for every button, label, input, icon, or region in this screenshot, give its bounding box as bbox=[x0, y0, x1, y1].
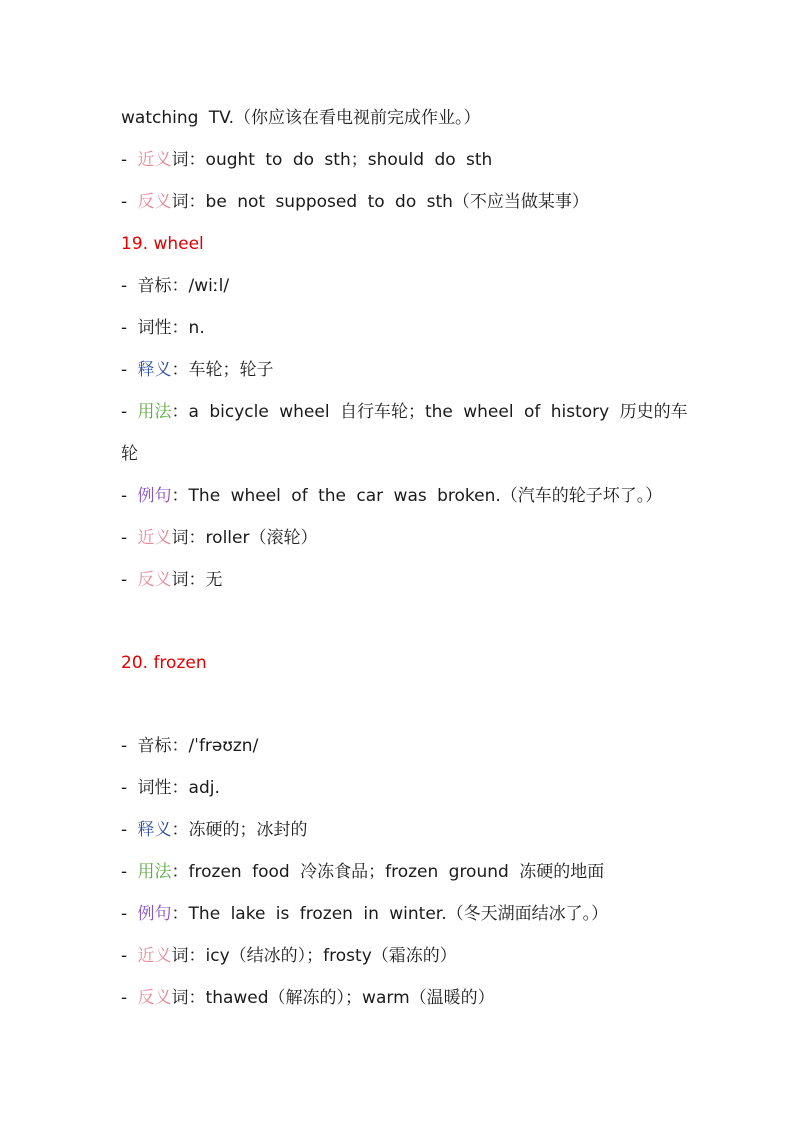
entry-20-antonym bbox=[121, 986, 495, 1010]
example-label-rest: ： bbox=[171, 486, 189, 506]
example-label-rest: ： bbox=[171, 904, 189, 924]
pos-label: 词性： bbox=[137, 778, 189, 798]
example-label: 例句 bbox=[137, 904, 172, 924]
usage-value: frozen food 冷冻食品；frozen ground 冻硬的地面 bbox=[188, 862, 605, 882]
bullet: - bbox=[121, 318, 138, 338]
usage-label: 用法 bbox=[137, 402, 172, 422]
entry-19-phonetic bbox=[121, 274, 229, 298]
entry-20-synonym bbox=[121, 944, 457, 968]
synonym-label-rest: 词： bbox=[171, 150, 206, 170]
antonym-value: thawed（解冻的）；warm（温暖的） bbox=[205, 988, 495, 1008]
antonym-value: be not supposed to do sth（不应当做某事） bbox=[205, 192, 589, 212]
bullet: - bbox=[121, 276, 138, 296]
entry-19-pos bbox=[121, 316, 205, 340]
meaning-value: 车轮；轮子 bbox=[188, 360, 274, 380]
entry-19-meaning bbox=[121, 358, 274, 382]
example-value: The lake is frozen in winter.（冬天湖面结冰了。） bbox=[188, 904, 609, 924]
bullet: - bbox=[121, 570, 138, 590]
intro-line: watching TV.（你应该在看电视前完成作业。） bbox=[121, 108, 481, 128]
entry-20-pos bbox=[121, 776, 220, 800]
pos-label: 词性： bbox=[137, 318, 189, 338]
bullet: - bbox=[121, 486, 138, 506]
entry-19-synonym bbox=[121, 526, 317, 550]
bullet: - bbox=[121, 778, 138, 798]
prev-synonym-line bbox=[121, 148, 492, 172]
synonym-value: ought to do sth；should do sth bbox=[205, 150, 493, 170]
bullet: - bbox=[121, 862, 138, 882]
meaning-label: 释义 bbox=[137, 360, 172, 380]
synonym-value: icy（结冰的）；frosty（霜冻的） bbox=[205, 946, 457, 966]
entry-19-example bbox=[121, 484, 662, 508]
synonym-label-rest: 词： bbox=[171, 946, 206, 966]
bullet: - bbox=[121, 820, 138, 840]
pos-value: n. bbox=[188, 318, 205, 338]
bullet: - bbox=[121, 946, 138, 966]
bullet: - bbox=[121, 988, 138, 1008]
entry-20-example bbox=[121, 902, 608, 926]
entry-20-usage bbox=[121, 860, 604, 884]
pos-value: adj. bbox=[188, 778, 220, 798]
bullet: - bbox=[121, 192, 138, 212]
synonym-value: roller（滚轮） bbox=[205, 528, 318, 548]
phonetic-value: /ˈfrəʊzn/ bbox=[188, 736, 259, 756]
synonym-label: 近义 bbox=[137, 946, 172, 966]
antonym-label-rest: 词： bbox=[171, 570, 206, 590]
usage-value: a bicycle wheel 自行车轮；the wheel of history 历史的车 bbox=[188, 402, 688, 422]
entry-19-usage bbox=[121, 400, 688, 424]
usage-label: 用法 bbox=[137, 862, 172, 882]
example-label: 例句 bbox=[137, 486, 172, 506]
synonym-label-rest: 词： bbox=[171, 528, 206, 548]
phonetic-label: 音标： bbox=[137, 736, 189, 756]
synonym-label: 近义 bbox=[137, 528, 172, 548]
antonym-label-rest: 词： bbox=[171, 988, 206, 1008]
prev-antonym-line bbox=[121, 190, 589, 214]
bullet: - bbox=[121, 150, 138, 170]
meaning-label-rest: ： bbox=[171, 360, 189, 380]
entry-19-antonym bbox=[121, 568, 223, 592]
entry-20-heading: 20. frozen bbox=[121, 653, 207, 673]
bullet: - bbox=[121, 360, 138, 380]
bullet: - bbox=[121, 904, 138, 924]
meaning-label: 释义 bbox=[137, 820, 172, 840]
antonym-label: 反义 bbox=[137, 570, 172, 590]
bullet: - bbox=[121, 736, 138, 756]
usage-label-rest: ： bbox=[171, 862, 189, 882]
usage-label-rest: ： bbox=[171, 402, 189, 422]
bullet: - bbox=[121, 402, 138, 422]
antonym-value: 无 bbox=[205, 570, 223, 590]
meaning-label-rest: ： bbox=[171, 820, 189, 840]
entry-19-heading: 19. wheel bbox=[121, 234, 204, 254]
example-value: The wheel of the car was broken.（汽车的轮子坏了。） bbox=[188, 486, 663, 506]
phonetic-value: /wiːl/ bbox=[188, 276, 230, 296]
phonetic-label: 音标： bbox=[137, 276, 189, 296]
entry-20-phonetic bbox=[121, 734, 258, 758]
antonym-label: 反义 bbox=[137, 988, 172, 1008]
entry-19-usage-continuation: 轮 bbox=[121, 444, 138, 464]
synonym-label: 近义 bbox=[137, 150, 172, 170]
bullet: - bbox=[121, 528, 138, 548]
antonym-label-rest: 词： bbox=[171, 192, 206, 212]
antonym-label: 反义 bbox=[137, 192, 172, 212]
meaning-value: 冻硬的；冰封的 bbox=[188, 820, 308, 840]
entry-20-meaning bbox=[121, 818, 308, 842]
